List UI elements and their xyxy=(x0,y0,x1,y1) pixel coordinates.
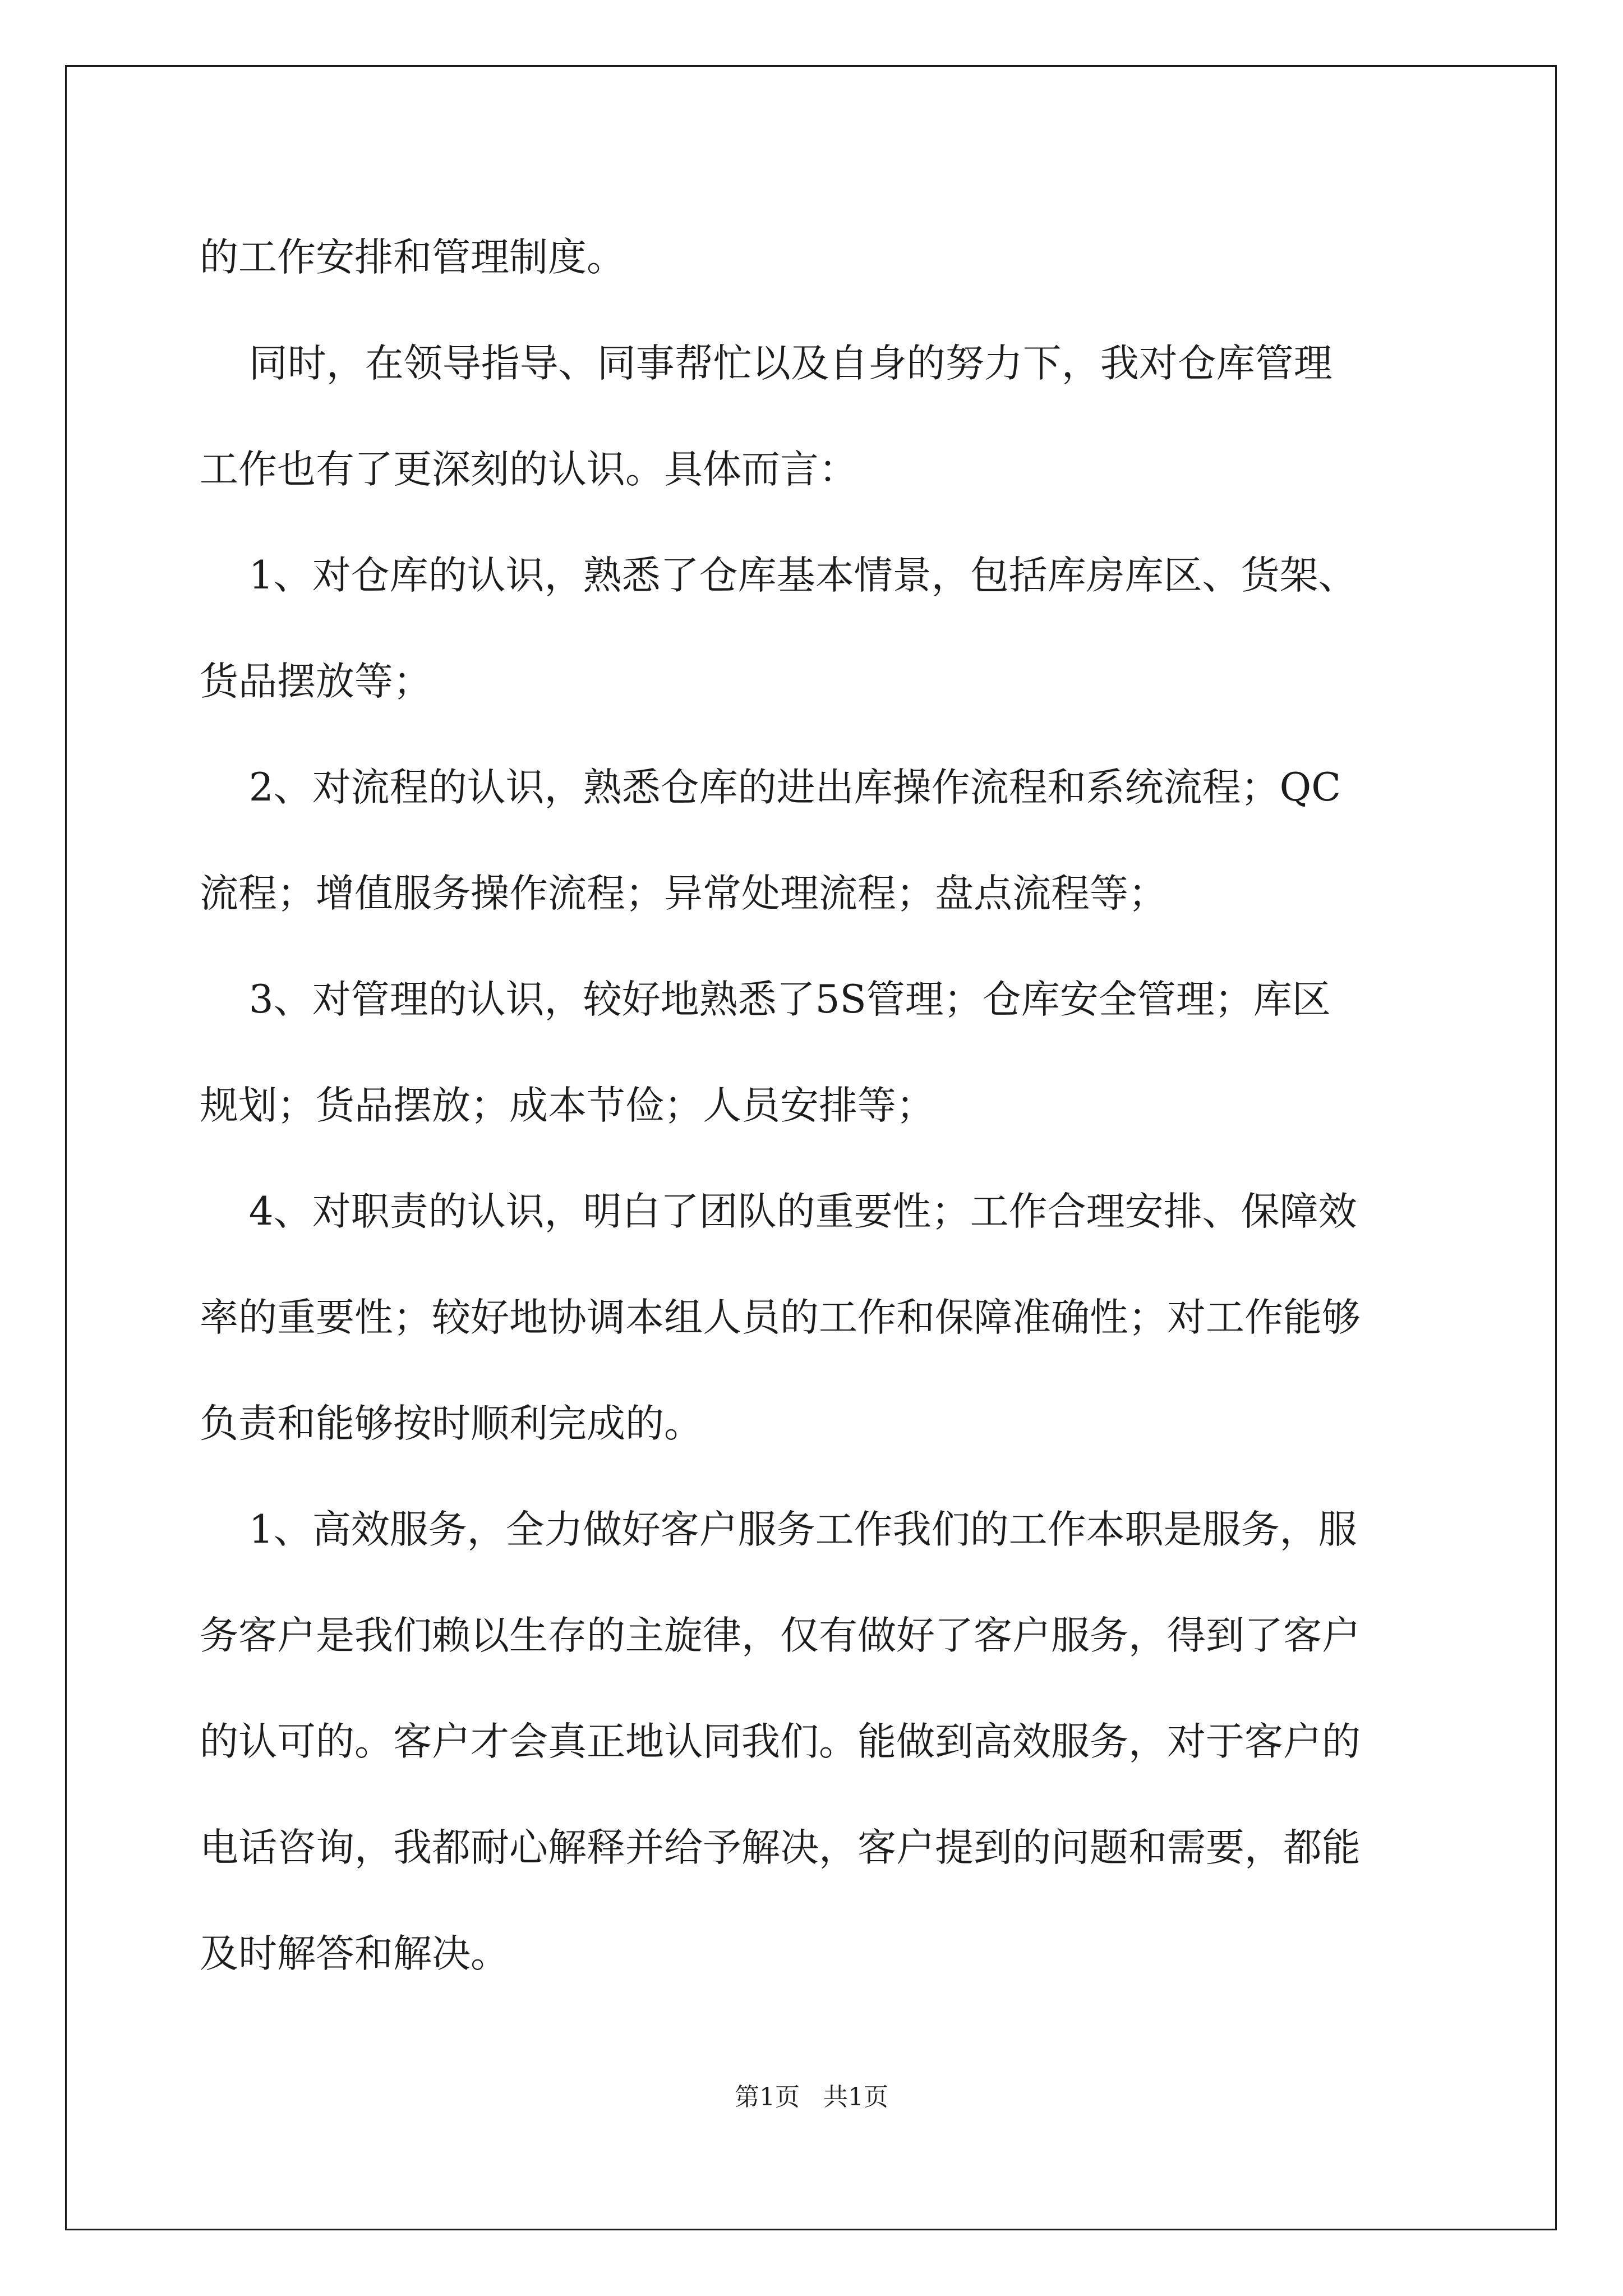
text-line: 的工作安排和管理制度。 xyxy=(200,235,625,280)
text-line: 1、对仓库的认识，熟悉了仓库基本情景，包括库房库区、货架、 xyxy=(200,553,1357,598)
document-body xyxy=(200,205,1433,2007)
page-footer xyxy=(0,2077,1623,2113)
text-line: 电话咨询，我都耐心解释并给予解决，客户提到的问题和需要，都能 xyxy=(200,1825,1361,1870)
text-line: 2、对流程的认识，熟悉仓库的进出库操作流程和系统流程；QC xyxy=(200,765,1341,810)
text-line: 规划；货品摆放；成本节俭；人员安排等； xyxy=(200,1083,935,1128)
page-number-total: 共1页 xyxy=(823,2083,888,2111)
text-line: 及时解答和解决。 xyxy=(200,1931,509,1976)
text-line: 1、高效服务，全力做好客户服务工作我们的工作本职是服务，服 xyxy=(200,1507,1357,1552)
text-line: 务客户是我们赖以生存的主旋律，仅有做好了客户服务，得到了客户 xyxy=(200,1613,1361,1658)
text-line: 4、对职责的认识，明白了团队的重要性；工作合理安排、保障效 xyxy=(200,1189,1357,1234)
text-line: 的认可的。客户才会真正地认同我们。能做到高效服务，对于客户的 xyxy=(200,1719,1361,1764)
text-line: 货品摆放等； xyxy=(200,659,432,704)
text-line: 工作也有了更深刻的认识。具体而言： xyxy=(200,447,857,492)
page-number-current: 第1页 xyxy=(735,2083,800,2111)
text-line: 负责和能够按时顺利完成的。 xyxy=(200,1401,703,1446)
text-line: 同时，在领导指导、同事帮忙以及自身的努力下，我对仓库管理 xyxy=(200,341,1332,386)
text-line: 率的重要性；较好地协调本组人员的工作和保障准确性；对工作能够 xyxy=(200,1295,1361,1340)
text-line: 流程；增值服务操作流程；异常处理流程；盘点流程等； xyxy=(200,871,1167,916)
text-line: 3、对管理的认识，较好地熟悉了5S管理；仓库安全管理；库区 xyxy=(200,977,1331,1022)
